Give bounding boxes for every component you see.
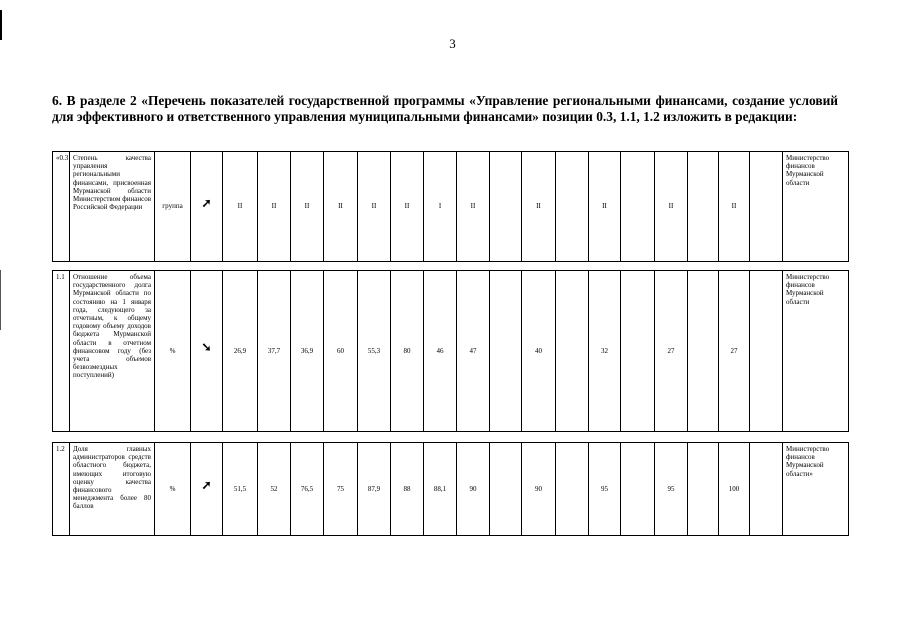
trend-arrow-cell	[191, 152, 223, 262]
unit-cell: группа	[155, 152, 191, 262]
value-cell	[490, 271, 522, 432]
row-number: 1.1	[53, 271, 70, 432]
value-cell: 100	[719, 443, 750, 536]
value-cell: 37,7	[258, 271, 291, 432]
value-cell: II	[655, 152, 688, 262]
indicator-name: Степень качества управления региональными финансами, присвоенная Мурманской области Министерством финансов Российской Федерации	[70, 152, 155, 262]
table-row	[53, 271, 849, 432]
table-row	[53, 152, 849, 262]
value-cell: II	[457, 152, 490, 262]
value-cell	[490, 443, 522, 536]
responsible-executor: Министерство финансов Мурманской области»	[783, 443, 849, 536]
value-cell: 26,9	[223, 271, 258, 432]
value-cell	[556, 443, 589, 536]
value-cell	[750, 271, 783, 432]
value-cell: 90	[457, 443, 490, 536]
value-cell: II	[719, 152, 750, 262]
trend-arrow-icon: ➚	[201, 195, 212, 210]
indicator-name: Доля главных администраторов средств областного бюджета, имеющих итоговую оценку качества финансового менеджмента более 80 баллов	[70, 443, 155, 536]
value-cell	[688, 443, 719, 536]
value-cell: II	[258, 152, 291, 262]
page-number: 3	[449, 36, 456, 51]
value-cell	[621, 443, 655, 536]
value-cell: 55,3	[358, 271, 391, 432]
value-cell	[688, 152, 719, 262]
value-cell: 90	[522, 443, 556, 536]
value-cell	[621, 271, 655, 432]
value-cell: 32	[589, 271, 621, 432]
indicator-table-1-1	[52, 270, 849, 432]
value-cell: 27	[655, 271, 688, 432]
value-cell: 47	[457, 271, 490, 432]
trend-arrow-cell	[191, 271, 223, 432]
value-cell: 88,1	[424, 443, 457, 536]
value-cell	[490, 152, 522, 262]
value-cell: 52	[258, 443, 291, 536]
responsible-executor: Министерство финансов Мурманской области	[783, 152, 849, 262]
value-cell	[556, 271, 589, 432]
margin-mark	[0, 270, 1, 330]
value-cell: II	[522, 152, 556, 262]
value-cell: 76,5	[291, 443, 324, 536]
value-cell: 95	[589, 443, 621, 536]
value-cell: 27	[719, 271, 750, 432]
value-cell: II	[324, 152, 358, 262]
value-cell: 87,9	[358, 443, 391, 536]
unit-cell: %	[155, 271, 191, 432]
value-cell	[750, 152, 783, 262]
value-cell: 46	[424, 271, 457, 432]
value-cell: 80	[391, 271, 424, 432]
value-cell: II	[291, 152, 324, 262]
row-number: «0.3	[53, 152, 70, 262]
amendment-paragraph: 6. В разделе 2 «Перечень показателей государственной программы «Управление региональными финансами, создание условий для эффективного и ответственного управления муниципальными финансами» позиции 0.3, 1.1, 1.2 изложить в редакции:	[52, 93, 838, 124]
value-cell: 95	[655, 443, 688, 536]
value-cell	[750, 443, 783, 536]
table-row	[53, 443, 849, 536]
value-cell	[621, 152, 655, 262]
trend-arrow-icon: ➚	[201, 478, 212, 492]
value-cell: 60	[324, 271, 358, 432]
value-cell: II	[391, 152, 424, 262]
value-cell: 51,5	[223, 443, 258, 536]
value-cell	[688, 271, 719, 432]
indicator-table-1-2	[52, 442, 849, 536]
value-cell: 40	[522, 271, 556, 432]
value-cell: II	[223, 152, 258, 262]
value-cell: 88	[391, 443, 424, 536]
trend-arrow-icon: ➘	[201, 340, 212, 354]
value-cell: II	[358, 152, 391, 262]
value-cell: 36,9	[291, 271, 324, 432]
value-cell	[556, 152, 589, 262]
value-cell: II	[589, 152, 621, 262]
indicator-name: Отношение объема государственного долга Мурманской области по состоянию на 1 января года, следующего за отчетным, к общему годовому объему доходов бюджета Мурманской области в отчетном финансовом году (без учета объемов безвозмездных поступлений)	[70, 271, 155, 432]
unit-cell: %	[155, 443, 191, 536]
responsible-executor: Министерство финансов Мурманской области	[783, 271, 849, 432]
value-cell: 75	[324, 443, 358, 536]
row-number: 1.2	[53, 443, 70, 536]
trend-arrow-cell	[191, 443, 223, 536]
value-cell: I	[424, 152, 457, 262]
indicator-table-0-3	[52, 151, 849, 262]
